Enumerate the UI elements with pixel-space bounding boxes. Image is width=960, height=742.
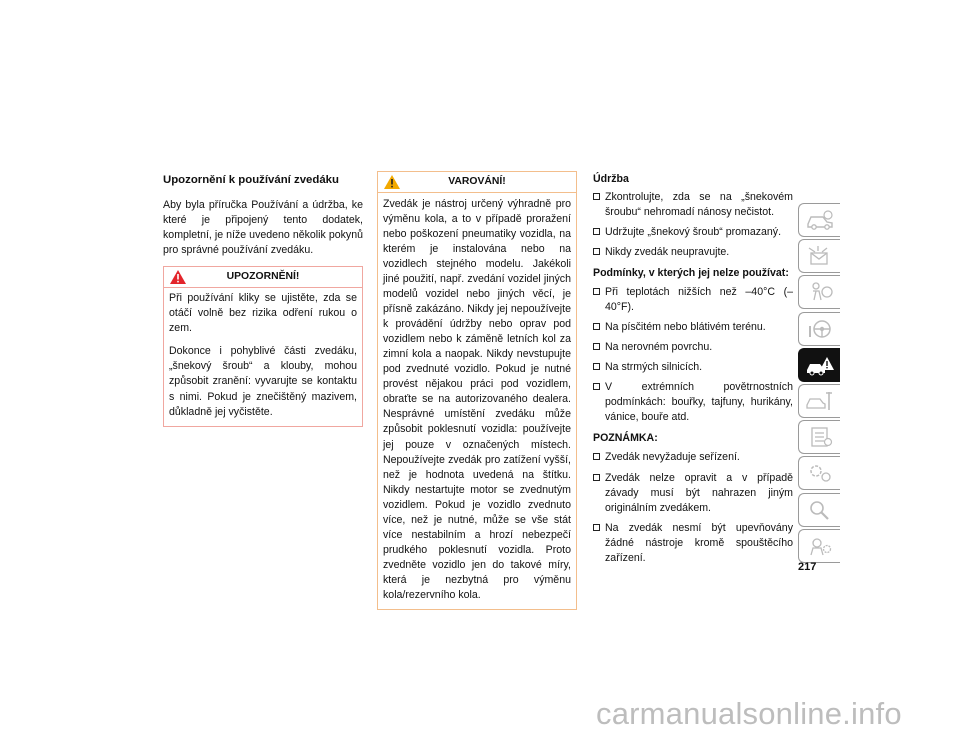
- tab-emergency[interactable]: [798, 348, 840, 382]
- maintenance-list: [593, 190, 793, 260]
- warning-triangle-icon: [384, 175, 400, 195]
- warning-title: VAROVÁNÍ!: [448, 175, 506, 187]
- tab-specs[interactable]: [798, 420, 840, 454]
- checkbox-square-icon: [593, 343, 600, 350]
- list-item: Při teplotách nižších než –40°C (–40°F).: [593, 285, 793, 315]
- maintenance-heading: Údržba: [593, 173, 629, 185]
- checkbox-square-icon: [593, 193, 600, 200]
- list-item: Nikdy zvedák neupravujte.: [593, 245, 793, 260]
- left-column: [163, 172, 363, 427]
- tab-multimedia[interactable]: [798, 456, 840, 490]
- list-item: V extrémních povětrnostních podmínkách: bouřky, tajfuny, hurikány, vánice, bouře atd.: [593, 380, 793, 425]
- middle-column: [377, 171, 577, 610]
- notes-list: [593, 450, 793, 565]
- checkbox-square-icon: [593, 228, 600, 235]
- tab-lights[interactable]: [798, 239, 840, 273]
- envelope-lights-icon: [805, 245, 835, 267]
- warning-car-icon: [805, 354, 835, 376]
- checkbox-square-icon: [593, 248, 600, 255]
- right-column: [593, 172, 793, 572]
- caution-paragraph-2: Dokonce i pohyblivé části zvedáku, „šnekový šroub“ a klouby, mohou způsobit zranění: vyvarujte se kontaktu s nimi. Pokud je znečištěný mazivem, důkladně jej vyčistěte.: [169, 345, 357, 418]
- gear-map-icon: [805, 462, 835, 484]
- list-item: Na nerovném povrchu.: [593, 340, 793, 355]
- chapter-tabs: [798, 203, 840, 565]
- list-item: Udržujte „šnekový šroub“ promazaný.: [593, 225, 793, 240]
- warning-box: [377, 171, 577, 610]
- checkbox-square-icon: [593, 524, 600, 531]
- tab-index[interactable]: [798, 493, 840, 527]
- checklist-icon: [805, 426, 835, 448]
- settings-person-icon: [805, 535, 835, 557]
- tab-safety[interactable]: [798, 275, 840, 309]
- warning-header: [378, 172, 576, 193]
- page-number: 217: [798, 561, 817, 573]
- note-heading: POZNÁMKA:: [593, 432, 658, 445]
- checkbox-square-icon: [593, 288, 600, 295]
- list-item: Na zvedák nesmí být upevňovány žádné nástroje kromě spouštěcího zařízení.: [593, 521, 793, 566]
- caution-triangle-icon: [170, 270, 186, 290]
- list-item: Zkontrolujte, zda se na „šnekovém šroubu“ nehromadí nánosy nečistot.: [593, 190, 793, 220]
- tab-service[interactable]: [798, 384, 840, 418]
- checkbox-square-icon: [593, 363, 600, 370]
- car-wrench-icon: [805, 390, 835, 412]
- caution-box: [163, 266, 363, 426]
- warning-text: Zvedák je nástroj určený výhradně pro výměnu kola, a to v případě proražení nebo poškození pneumatiky vozidla, na kterém je instalována nebo na vozidlech stejného modelu. Jakékoli jiné použití, např. zvedání vozidel jiných modelů vozidel nebo jiných věcí, je přísně zakázáno. Nikdy jej nepoužívejte k provádění údržby nebo oprav pod vozidlem nebo k záměně letních kol za zimní kola a naopak. Nikdy nevstupujte pod zvednuté vozidlo. Pokud je nutné provést nějakou práci pod vozidlem, obraťte se na autorizovaného dealera. Nesprávné umístění zvedáku může způsobit poklesnutí vozidla: používejte jej pouze v označených místech. Nepoužívejte zvedák pro zatížení vyšší, než je hodnota uvedená na štítku. Nikdy nestartujte motor se zvednutým vozidlem. Pokud je vozidlo zvednuto více, než je nutné, může se vše stát více nestabilním a hrozí nebezpečí prudkého poklesnutí vozidla. Proto zvedněte vozidlo jen do takové míry, která je nezbytná pro výměnu kola/rezervního kola.: [383, 198, 571, 601]
- caution-paragraph-1: Při používání kliky se ujistěte, zda se otáčí volně bez rizika odření rukou o zem.: [169, 292, 357, 335]
- section-heading: Upozornění k používání zvedáku: [163, 174, 339, 186]
- watermark: carmanualsonline.info: [596, 696, 902, 731]
- caution-header: [164, 267, 362, 288]
- airbag-person-icon: [805, 281, 835, 303]
- steering-wheel-icon: [805, 318, 835, 340]
- list-item: Zvedák nelze opravit a v případě závady musí být nahrazen jiným originálním zvedákem.: [593, 471, 793, 516]
- list-item: Na písčitém nebo blátivém terénu.: [593, 320, 793, 335]
- checkbox-square-icon: [593, 383, 600, 390]
- checkbox-square-icon: [593, 323, 600, 330]
- conditions-heading: Podmínky, v kterých jej nelze používat:: [593, 267, 789, 280]
- caution-title: UPOZORNĚNÍ!: [226, 270, 300, 282]
- checkbox-square-icon: [593, 474, 600, 481]
- checkbox-square-icon: [593, 453, 600, 460]
- conditions-list: [593, 285, 793, 425]
- tab-car-info[interactable]: [798, 203, 840, 237]
- tab-driving[interactable]: [798, 312, 840, 346]
- list-item: Zvedák nevyžaduje seřízení.: [593, 450, 793, 465]
- magnifier-icon: [805, 499, 835, 521]
- car-info-icon: [805, 209, 835, 231]
- tab-settings[interactable]: [798, 529, 840, 563]
- list-item: Na strmých silnicích.: [593, 360, 793, 375]
- intro-paragraph: Aby byla příručka Používání a údržba, ke které je připojený tento dodatek, kompletní, je níže uvedeno několik pokynů pro správné používání zvedáku.: [163, 199, 363, 257]
